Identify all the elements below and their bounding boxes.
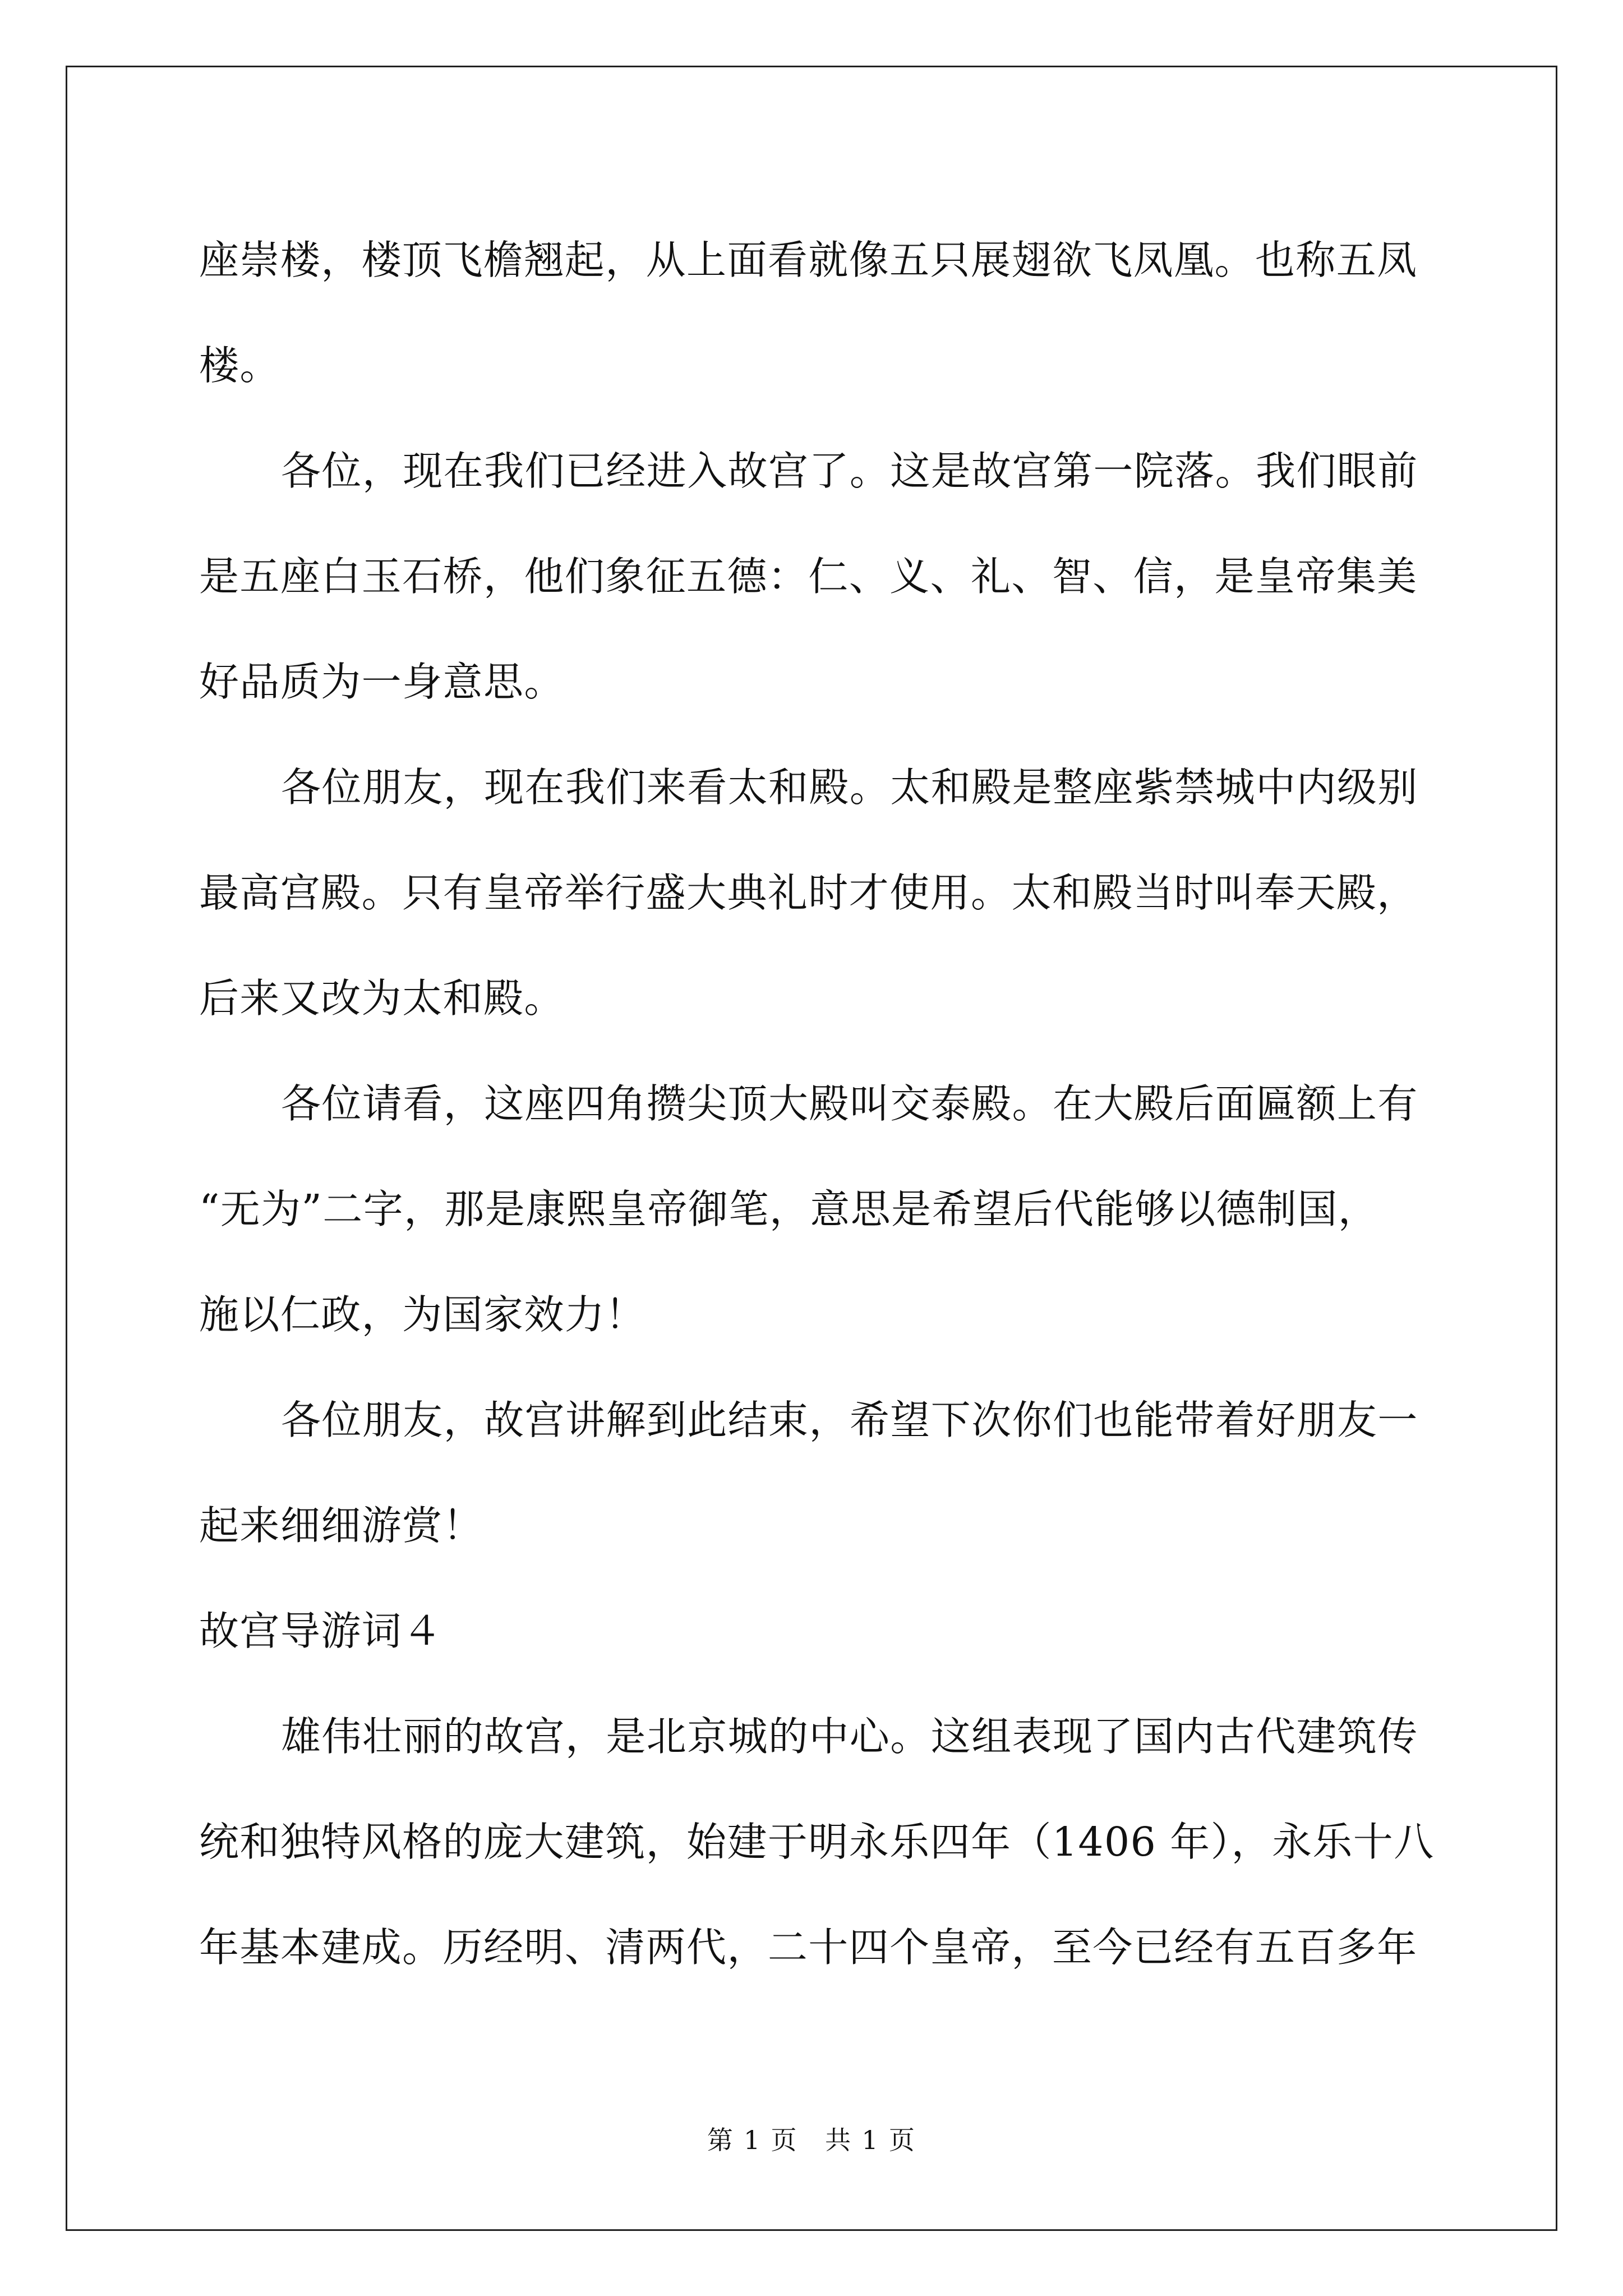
text-line: 好品质为一身意思。 <box>199 659 565 705</box>
text-line: 最高宫殿。只有皇帝举行盛大典礼时才使用。太和殿当时叫奉天殿， <box>199 869 1418 916</box>
text-line: “无为”二字，那是康熙皇帝御笔，意思是希望后代能够以德制国， <box>199 1186 1379 1232</box>
text-line: 是五座白玉石桥，他们象征五德：仁、义、礼、智、信，是皇帝集美 <box>199 553 1418 600</box>
paragraph-start-line: 各位朋友，故宫讲解到此结束，希望下次你们也能带着好朋友一 <box>281 1397 1418 1443</box>
paragraph-start-line: 各位朋友，现在我们来看太和殿。太和殿是整座紫禁城中内级别 <box>281 764 1418 811</box>
text-line: 楼。 <box>199 342 280 389</box>
paragraph-start-line: 各位请看，这座四角攒尖顶大殿叫交泰殿。在大殿后面匾额上有 <box>281 1080 1418 1127</box>
text-line: 施以仁政，为国家效力！ <box>199 1291 646 1338</box>
paragraph-start-line: 雄伟壮丽的故宫，是北京城的中心。这组表现了国内古代建筑传 <box>281 1713 1418 1760</box>
document-body <box>199 208 1435 2000</box>
text-line: 座崇楼，楼顶飞檐翘起，从上面看就像五只展翅欲飞凤凰。也称五凤 <box>199 237 1418 283</box>
text-line: 起来细细游赏！ <box>199 1502 483 1549</box>
paragraph-start-line: 各位，现在我们已经进入故宫了。这是故宫第一院落。我们眼前 <box>281 448 1418 494</box>
text-line: 统和独特风格的庞大建筑，始建于明永乐四年（1406 年），永乐十八 <box>199 1819 1435 1865</box>
page-number-footer: 第 1 页 共 1 页 <box>707 2125 916 2155</box>
text-line: 年基本建成。历经明、清两代，二十四个皇帝，至今已经有五百多年 <box>199 1924 1418 1971</box>
section-heading: 故宫导游词４ <box>199 1608 443 1654</box>
text-line: 后来又改为太和殿。 <box>199 975 565 1022</box>
